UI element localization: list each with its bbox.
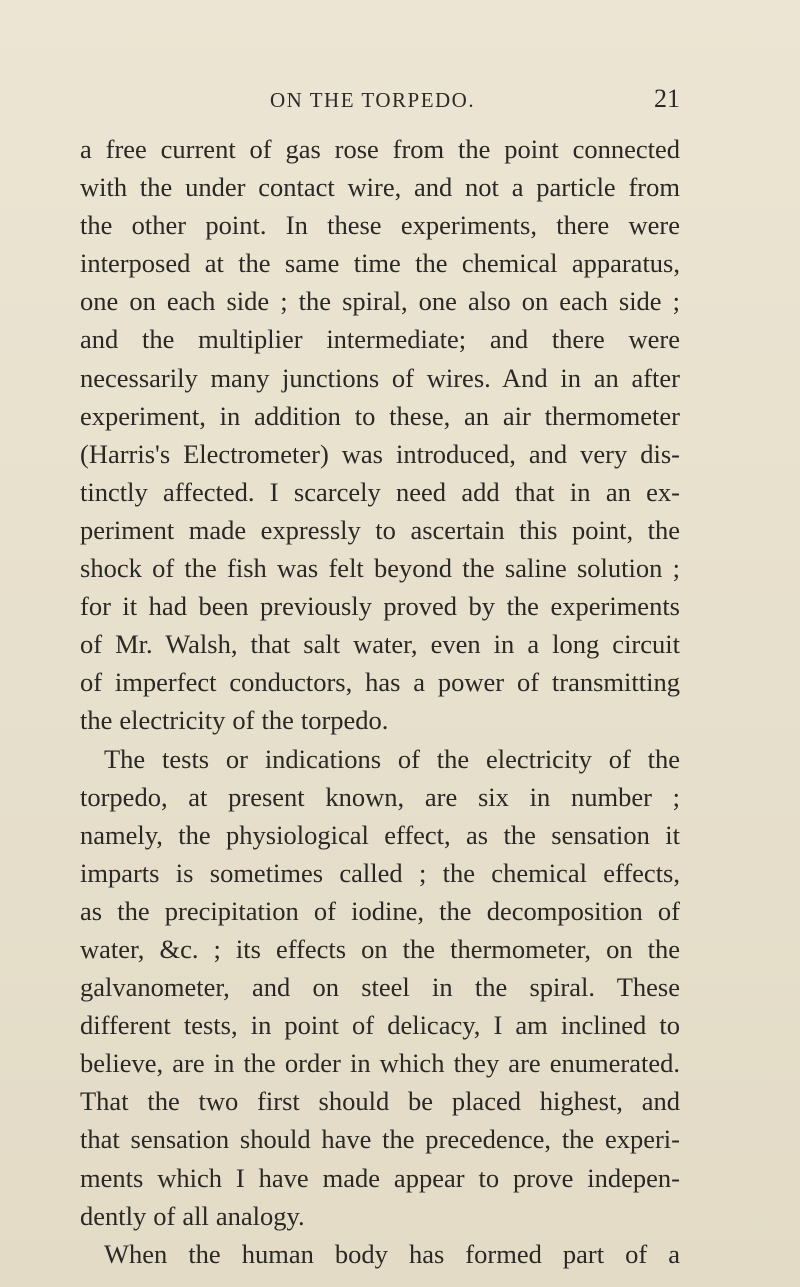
text-line: tinctly affected. I scarcely need add that in an ex- <box>80 476 680 507</box>
text-line: a free current of gas rose from the point connected <box>80 134 680 164</box>
text-line: ments which I have made appear to prove indepen- <box>80 1162 680 1193</box>
text-line: believe, are in the order in which they are enumerated. <box>80 1048 680 1079</box>
page-number: 21 <box>654 84 680 113</box>
running-head: ON THE TORPEDO. <box>270 88 476 112</box>
text-line: dently of all analogy. <box>80 1200 305 1231</box>
text-line: the electricity of the torpedo. <box>80 705 389 736</box>
text-line: (Harris's Electrometer) was introduced, and very dis- <box>80 438 680 469</box>
text-line: as the precipitation of iodine, the decomposition of <box>80 895 680 926</box>
text-line: imparts is sometimes called ; the chemical effects, <box>80 857 680 888</box>
text-line: of imperfect conductors, has a power of transmitting <box>80 667 680 698</box>
paragraph-start-line: The tests or indications of the electricity of the <box>104 743 680 774</box>
text-line: the other point. In these experiments, there were <box>80 210 680 241</box>
text-line: with the under contact wire, and not a particle from <box>80 172 680 203</box>
body-text <box>80 130 680 1273</box>
text-line: of Mr. Walsh, that salt water, even in a long circuit <box>80 629 680 660</box>
text-line: torpedo, at present known, are six in number ; <box>80 781 680 812</box>
text-line: namely, the physiological effect, as the sensation it <box>80 819 680 850</box>
text-line: for it had been previously proved by the experiments <box>80 591 680 622</box>
page-header <box>80 84 680 118</box>
paragraph-start-line: When the human body has formed part of a <box>104 1238 680 1269</box>
text-line: one on each side ; the spiral, one also on each side ; <box>80 286 680 317</box>
text-line: necessarily many junctions of wires. And in an after <box>80 362 680 393</box>
text-line: water, &c. ; its effects on the thermometer, on the <box>80 933 680 964</box>
text-line: different tests, in point of delicacy, I am inclined to <box>80 1010 680 1041</box>
text-line: shock of the fish was felt beyond the saline solution ; <box>80 553 680 584</box>
text-line: that sensation should have the precedence, the experi- <box>80 1124 680 1155</box>
text-line: experiment, in addition to these, an air thermometer <box>80 400 680 431</box>
text-line: That the two first should be placed highest, and <box>80 1086 680 1117</box>
text-line: periment made expressly to ascertain this point, the <box>80 514 680 545</box>
text-line: and the multiplier intermediate; and there were <box>80 324 680 355</box>
text-line: interposed at the same time the chemical apparatus, <box>80 248 680 279</box>
text-line: galvanometer, and on steel in the spiral. These <box>80 972 680 1003</box>
